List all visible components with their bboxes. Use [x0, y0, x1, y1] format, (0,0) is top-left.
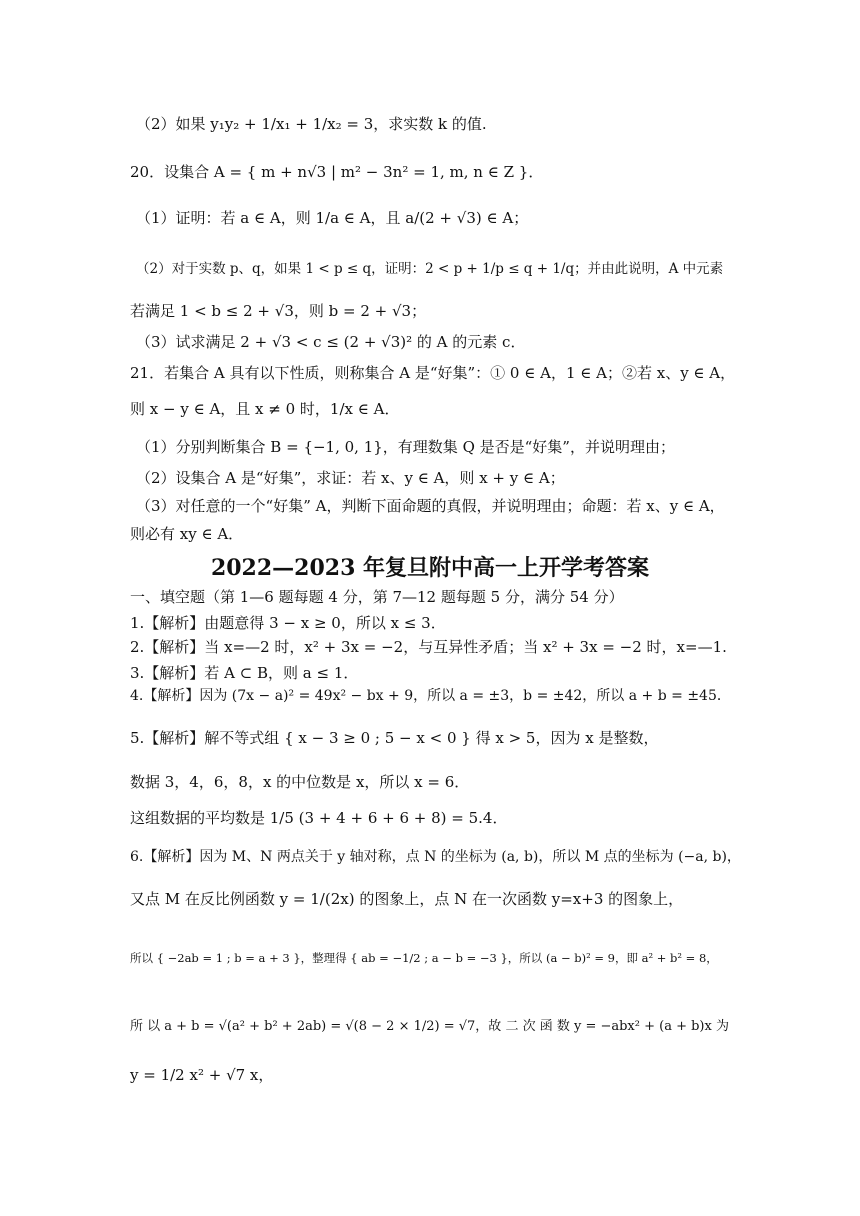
answer-6-system: 所以 { −2ab = 1 ; b = a + 3 }，整理得 { ab = −1/2 ; a − b = −3 }，所以 (a − b)² = 9，即 a² + b² = 8，	[130, 951, 718, 965]
question-20-part-2-cont: 若满足 1 < b ≤ 2 + √3，则 b = 2 + √3；	[130, 302, 427, 320]
question-21-part-1: （1）分别判断集合 B = {−1, 0, 1}，有理数集 Q 是否是“好集”，并说明理由；	[136, 438, 675, 456]
answer-5-median: 数据 3，4，6，8，x 的中位数是 x，所以 x = 6．	[130, 773, 470, 791]
question-21-part-3: （3）对任意的一个“好集” A，判断下面命题的真假，并说明理由；命题：若 x、y ∈ A，	[136, 497, 725, 515]
answer-title: 2022—2023 年复旦附中高一上开学考答案	[210, 555, 650, 581]
answer-1: 1.【解析】由题意得 3 − x ≥ 0，所以 x ≤ 3．	[130, 614, 446, 632]
question-21-part-3-cont: 则必有 xy ∈ A．	[130, 525, 244, 543]
answer-6-cont: 又点 M 在反比例函数 y = 1/(2x) 的图象上，点 N 在一次函数 y=x+3 的图象上，	[130, 890, 684, 908]
section-header: 一、填空题（第 1—6 题每题 4 分，第 7—12 题每题 5 分，满分 54 分）	[130, 588, 624, 606]
question-20-part-3: （3）试求满足 2 + √3 < c ≤ (2 + √3)² 的 A 的元素 c．	[136, 333, 526, 351]
answer-6: 6.【解析】因为 M、N 两点关于 y 轴对称，点 N 的坐标为 (a, b)，所以 M 点的坐标为 (−a, b)，	[130, 849, 741, 865]
answer-2: 2.【解析】当 x=—2 时，x² + 3x = −2，与互异性矛盾；当 x² + 3x = −2 时，x=—1.	[130, 638, 727, 656]
answer-5: 5.【解析】解不等式组 { x − 3 ≥ 0 ; 5 − x < 0 } 得 x > 5，因为 x 是整数，	[130, 729, 659, 747]
question-21-line-cont: 则 x − y ∈ A，且 x ≠ 0 时，1/x ∈ A．	[130, 400, 400, 418]
answer-4: 4.【解析】因为 (7x − a)² = 49x² − bx + 9，所以 a = ±3，b = ±42，所以 a + b = ±45．	[130, 688, 731, 704]
question-21-line: 21．若集合 A 具有以下性质，则称集合 A 是“好集”：① 0 ∈ A，1 ∈ A；②若 x、y ∈ A，	[130, 364, 736, 382]
answer-5-mean: 这组数据的平均数是 1/5 (3 + 4 + 6 + 6 + 8) = 5.4．	[130, 809, 508, 827]
question-20-part-2: （2）对于实数 p、q，如果 1 < p ≤ q，证明：2 < p + 1/p ≤ q + 1/q；并由此说明，A 中元素	[136, 261, 724, 277]
answer-6-result: y = 1/2 x² + √7 x，	[130, 1066, 274, 1084]
question-20-line: 20．设集合 A = { m + n√3 | m² − 3n² = 1, m, n ∈ Z }．	[130, 163, 544, 181]
answer-6-sum: 所 以 a + b = √(a² + b² + 2ab) = √(8 − 2 × 1/2) = √7，故 二 次 函 数 y = −abx² + (a + b)x 为	[130, 1019, 729, 1034]
question-21-part-2: （2）设集合 A 是“好集”，求证：若 x、y ∈ A，则 x + y ∈ A；	[136, 469, 565, 487]
question-20-part-1: （1）证明：若 a ∈ A，则 1/a ∈ A，且 a/(2 + √3) ∈ A；	[136, 209, 529, 227]
question-sub-2-line: （2）如果 y₁y₂ + 1/x₁ + 1/x₂ = 3，求实数 k 的值.	[136, 115, 487, 133]
answer-3: 3.【解析】若 A ⊂ B，则 a ≤ 1．	[130, 664, 359, 682]
